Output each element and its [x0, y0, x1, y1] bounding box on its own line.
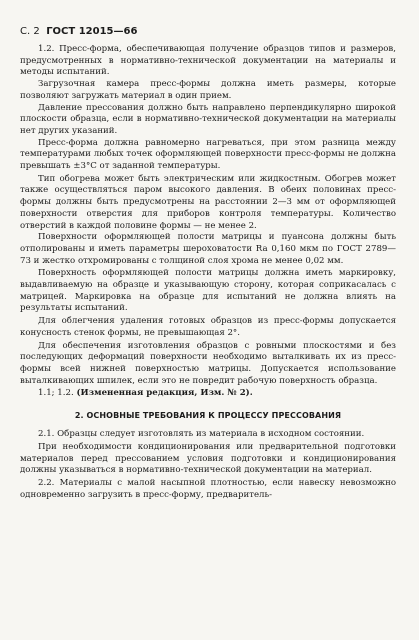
paragraph: Поверхности оформляющей полости матрицы и пуансона должны быть отполированы и иметь параметры шероховатости Ra 0,160 мкм по ГОСТ 2789—73 и жестко отхромированы с толщиной слоя хрома не менее 0,02 мм.: [20, 232, 396, 266]
paragraph: 2.2. Материалы с малой насыпной плотностью, если навеску невозможно одновременно загрузить в пресс-форму, предваритель-: [20, 477, 396, 500]
paragraph: Для облегчения удаления готовых образцов из пресс-формы допускается конусность стенок формы, не превышающая 2°.: [20, 316, 396, 338]
section-1-body: [20, 44, 396, 400]
paragraph: 2.1. Образцы следует изготовлять из материала в исходном состоянии.: [38, 429, 365, 440]
section-2-body: [20, 429, 396, 501]
edition-note-prefix: 1.1; 1.2.: [38, 388, 74, 399]
paragraph: Для обеспечения изготовления образцов с ровными плоскостями и без последующих деформаций поверхности необходимо выталкивать их из пресс-формы всей нижней поверхностью матрицы. Допускается использование выталкивающих шпилек, если это не повредит рабочую поверхность образца.: [20, 340, 396, 386]
edition-note-bold: (Измененная редакция, Изм. № 2).: [76, 388, 253, 399]
paragraph: Пресс-форма должна равномерно нагреваться, при этом разница между температурами любых точек оформляющей поверхности пресс-формы не должна превышать ±3°С от заданной температуры.: [20, 137, 396, 172]
paragraph: Загрузочная камера пресс-формы должна иметь размеры, которые позволяют загружать материал в один прием.: [20, 79, 396, 101]
edition-note: [20, 388, 396, 400]
page-header: [20, 26, 396, 37]
section-title: 2. ОСНОВНЫЕ ТРЕБОВАНИЯ К ПРОЦЕССУ ПРЕССОВАНИЯ: [74, 411, 342, 421]
paragraph: Тип обогрева может быть электрическим или жидкостным. Обогрев может также осуществляться паром высокого давления. В обеих половинах пресс-формы должны быть предусмотрены на расстоянии 2—3 мм от оформляющей поверхности отверстия для приборов контроля температуры. Количество отверстий в каждой половине формы — не менее 2.: [20, 173, 396, 231]
paragraph: 1.2. Пресс-форма, обеспечивающая получение образцов типов и размеров, предусмотренных в нормативно-технической документации на материалы и методы испытаний.: [20, 44, 396, 78]
paragraph: Давление прессования должно быть направлено перпендикулярно широкой плоскости образца, если в нормативно-технической документации на материалы нет других указаний.: [20, 102, 396, 136]
standard-code: ГОСТ 12015—66: [46, 26, 138, 37]
paragraph: Поверхность оформляющей полости матрицы должна иметь маркировку, выдавливаемую на образце и указывающую сторону, которая соприкасалась с матрицей. Маркировка на образце для испытаний не должна влиять на результаты испытаний.: [20, 268, 396, 314]
page-number: С. 2: [20, 26, 40, 37]
paragraph: При необходимости кондиционирования или предварительной подготовки материалов перед прессованием условия подготовки и кондиционирования должны указываться в нормативно-технической документации на материал.: [20, 441, 396, 476]
